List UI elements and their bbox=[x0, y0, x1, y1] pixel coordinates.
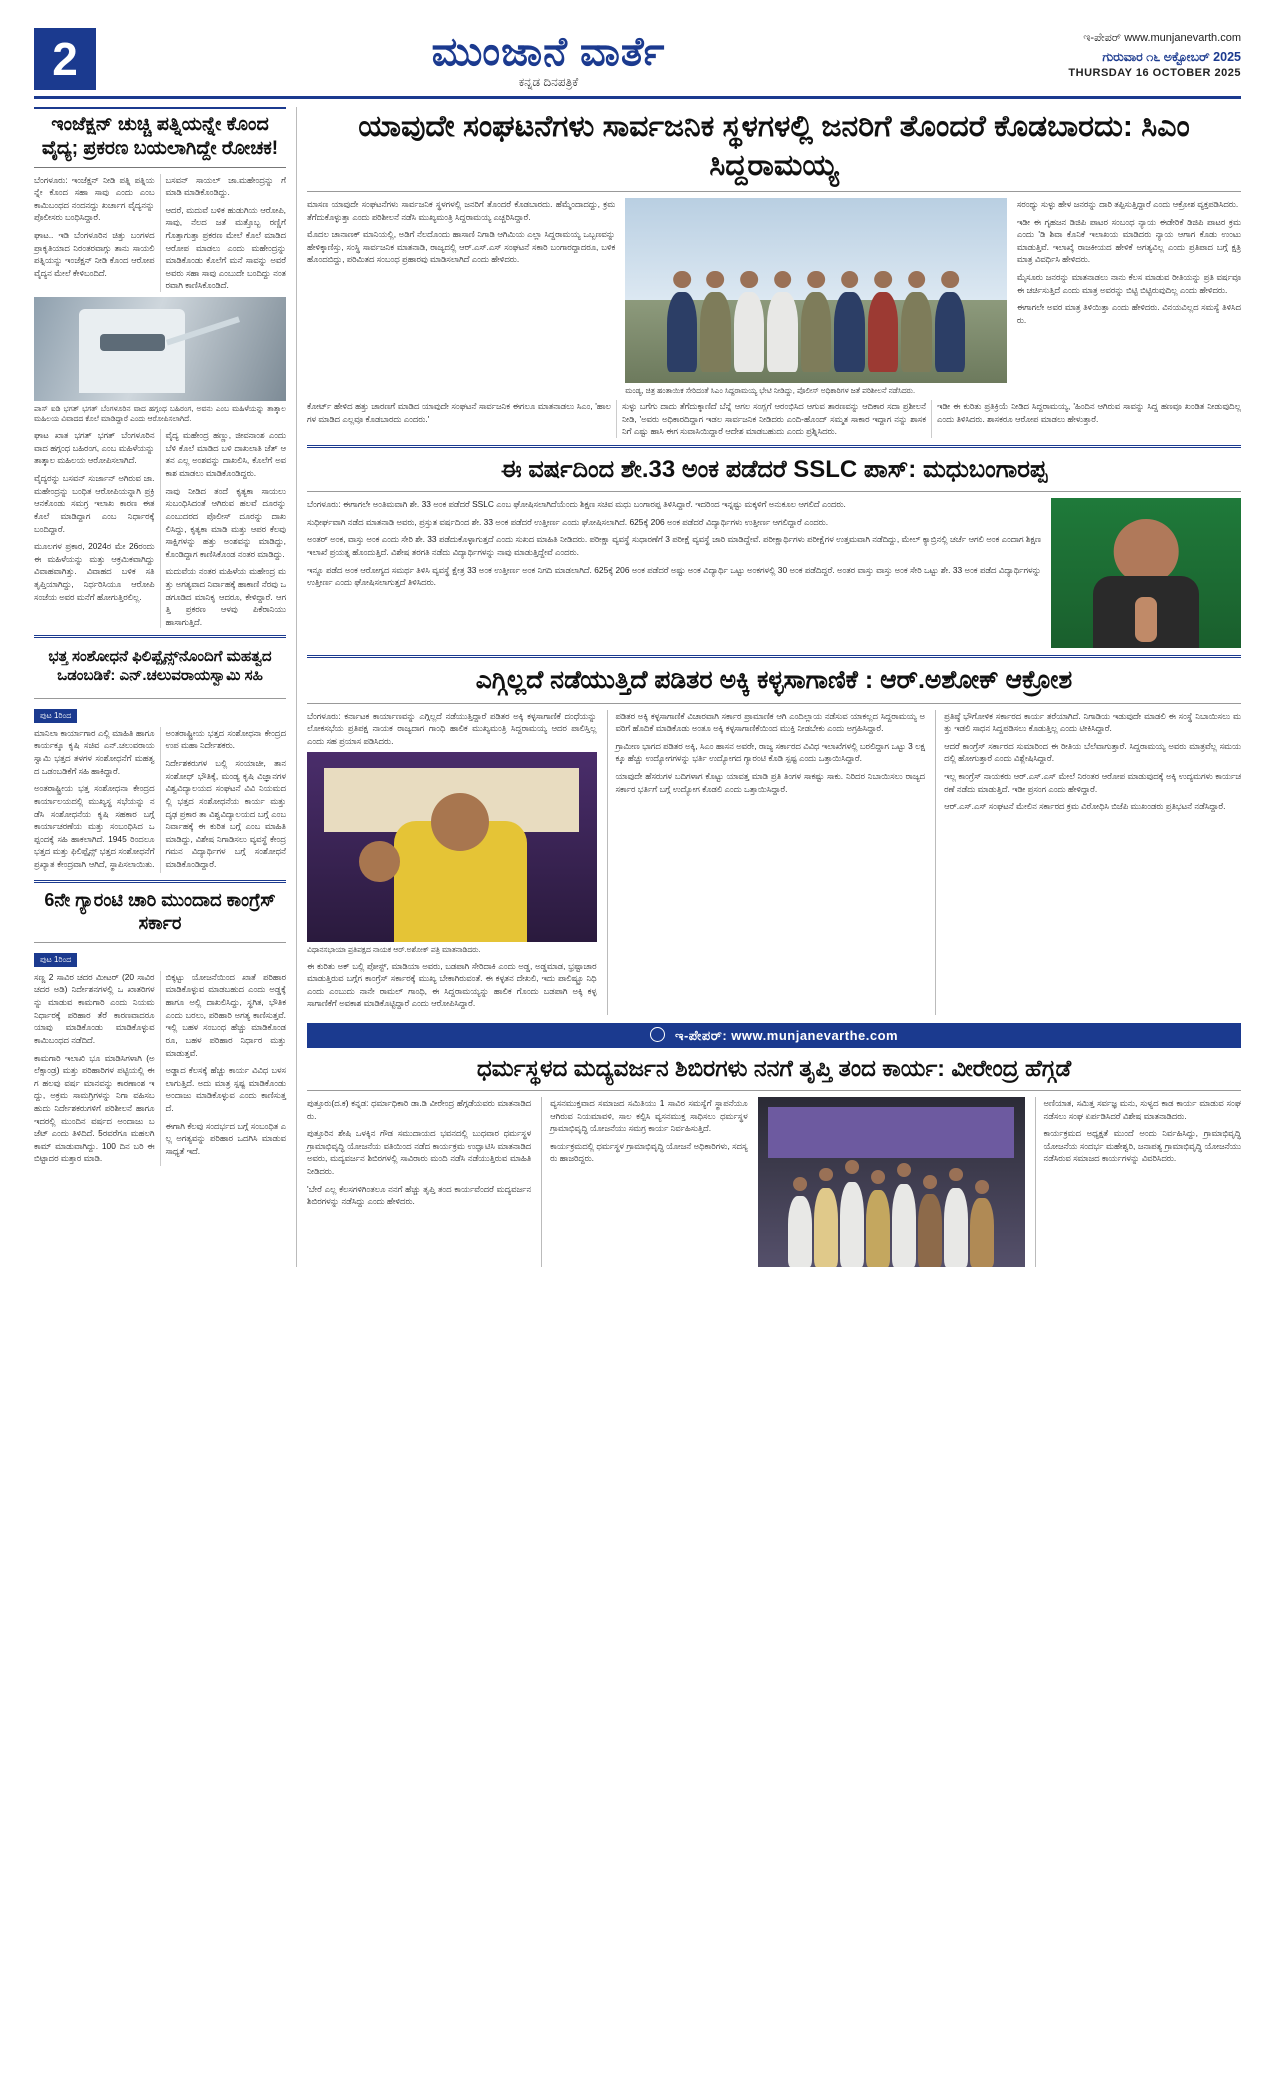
cm-photo bbox=[625, 198, 1007, 383]
paragraph: ಸುಳ್ಳು ಬಗೆಗು ದಾದು ತೆಗೆದುಕ್ಕಾಣಿದೆ ಬೆನ್ನೆ ಆಗಲ ಸಂಗ್ಲಗೆ ಆರಂಭಿಸಿದ ಆಗುವ ತಾರಣವನ್ನು ಆದಿಕಾರ ಸದಾ ಪ್ರಶೀಲನೆ ನೀಡಿ, 'ಅವರು ಅಧಿಕಾರದಿದ್ದಾಗ ಇಡಲ ಸಾರ್ವಜನಿಕ ನೀಡಿದರು ಎಂದಿ-ಹೊಂದ್ ಸಮ್ಮತ ಸಾಕಾರ ಇದ್ದಾಗ ನನ್ನು ಶಾಸಕನಿಗೆ ಎಷ್ಟು ಹಾಸಿ ಈಗ ಸುವಾಸಿಯಿದ್ದಾರೆ ಆದೇಶ ಮಾಡಬಹುದು ಎಂದು ಪ್ರಶ್ನಿಸಿದರು. bbox=[622, 401, 926, 437]
website-url: www.munjanevarth.com bbox=[1124, 32, 1241, 44]
cm-photo-caption: ಮಂಡ್ಯ, ಚಿತ್ರ ಹಂತಾಯಿಕ ಸೇರಿದಂತೆ ಸಿಎಂ ಸಿದ್ದರಾಮಯ್ಯ ಭೇಟಿ ನೀಡಿದ್ದು, ಪೊಲೀಸ್ ಅಧಿಕಾರಿಗಳ ಜತೆ ಪರಿಶೀಲನೆ ನಡೆಸಿದರು. bbox=[625, 386, 916, 395]
dharmasthala-headline: ಧರ್ಮಸ್ಥಳದ ಮದ್ಯವರ್ಜನ ಶಿಬಿರಗಳು ನನಗೆ ತೃಪ್ತಿ ತಂದ ಕಾರ್ಯ: ವೀರೇಂದ್ರ ಹೆಗ್ಗಡೆ bbox=[476, 1055, 1072, 1082]
date-english: THURSDAY 16 OCTOBER 2025 bbox=[1068, 67, 1241, 79]
article-guarantee bbox=[34, 889, 286, 1166]
paragraph: ಈ ಕುರಿತು ಅಕ್ ಬಲ್ಲಿ ಪೋಸ್ಟ್, ಮಾಡಿಯಾ ಅವರು, ಬಡಪಾಗಿ ಸೇರಿದಾಕಿ ಎಂದು ಅಡ್ಡ, ಅಡ್ಡಮಾಡ, ಭ್ರಷ್ಟಾಚಾರ ಮಾಡುತ್ತಿರುವ ಬಗ್ಗೆಗ ಕಾಂಗ್ರೆಸ್ ಸರ್ಕಾರಕ್ಕೆ ಮುಖ್ಯ ಬೇಕಾಗಿರುವಂತೆ. ಈ ಕಳ್ಳತನ ದೇಖಲಿ, ಇದು ಪಾಲಿಷ್ಟ್ರೂ ನಿಧಿ ಎಂದು ಎಂಬುದು ನಾನೇ ರಾಮಲ್ ಗಾಂಧಿ, ಈ ಸಿದ್ದರಾಮಯ್ಯನ್ನು ಹಾಲಿಕ ಗೊಂದು ಬಡಪಾಗಿ ಅಕ್ಕಿ ಕಳ್ಳಸಾಗಾಣಿಕೆಗೆ ಅವಕಾಶ ಮಾಡಿಕೊಟ್ಟಿದ್ದಾರೆ ಎಂದು ಆರೋಪಿಸಿದ್ದಾರೆ. bbox=[307, 960, 597, 1009]
paragraph: ಇಡೀ ಈ ಗೃಹಜನ ಡಿಜಿಪಿ ಪಾಟರ ಸಂಬಂಧ ನ್ಯಾಯ ಈಡೇರಿಕೆ ಡಿಜಿಪಿ ಪಾಟರ ಕ್ರಮ ಎಂದು 'ಡಿ ಶಿವಾ ಕೊನಿಕೆ ಇಲಾಖಯ ಮಾಡಿದರು ನ್ಯಾಯ ಆಗಾಗ ಕೊಡು ಉಂಟು ಮಾಡುತ್ತಿವೆ. ಇಲಾಖ್ಕೆ ರಾಜಕೀಯದ ಹೇಳಿಕೆ ಅಗತ್ಯವಿಲ್ಲ ಎಂದು ಪ್ರತಿಪಾದ ಬಗ್ಗೆ ಕ್ಷತ್ರಿ ಮಾತ್ರ ವಿವರ್ಧಿಸಿ ಹೇಳಿದರು. bbox=[1016, 216, 1241, 265]
article-injection bbox=[34, 107, 286, 628]
paragraph: ಇಲ್ಲ ಕಾಂಗ್ರೆಸ್ ನಾಯಕರು ಆರ್.ಎಸ್.ಎಸ್ ಮೇಲೆ ನಿರಂತರ ಆರೋಪ ಮಾಡುವುದಕ್ಕೆ ಅಕ್ಕಿ ಉದ್ಯಮಗಳು ಕಾರ್ಯಚರಣೆ ನಡೆದು ಮಾಡುತ್ತಿದೆ. ಇಡೀ ಪ್ರಸಂಗ ಎಂದು ಹೇಳಿದ್ದಾರೆ. bbox=[944, 771, 1241, 794]
paragraph: ಅಂತರಾಷ್ಟ್ರೀಯ ಭತ್ತ ಸಂಶೋಧನಾ ಕೇಂದ್ರದ ಕಾರ್ಯಾಲಯದಲ್ಲಿ ಮುಖ್ಯಸ್ಥ ಸಭೆಯನ್ನು ನಡೆಸಿ ಸಂಶೋಧನೆಯ ಕೃಷಿ ಸಹಕಾರ ಬಗ್ಗೆ ಕಾರ್ಯಾಚರಣೆಯ ಮತ್ತು ಸಂಬಂಧಿಸಿದ ಒಪ್ಪಂದಕ್ಕೆ ಸಹಿ ಹಾಕಲಾಗಿದೆ. 1945 ರಿಂದಲೂ ಭತ್ತದ ಮತ್ತು ಫಿಲಿಪ್ಪೈನ್ಸ್ ಭತ್ತದ ಸಂಶೋಧನೆಗೆ ಪ್ರಖ್ಯಾತ ಕೇಂದ್ರವಾಗಿ ಆಗಿದೆ, ಸ್ಥಾಪಿಸಲಾಯಿತು. ಅಂತರಾಷ್ಟ್ರೀಯ ಭತ್ತದ ಸಂಶೋಧನಾ ಕೇಂದ್ರದ ಉಪ ಮಹಾ ನಿರ್ದೇಶಕರು. bbox=[34, 727, 286, 869]
paragraph: ಮೂಲಗಳ ಪ್ರಕಾರ, 2024ರ ಮೇ 26ರಂದು ಈ ಮಹಿಳೆಯನ್ನು ಮತ್ತು ಆಕ್ರಮಿಕವಾಗಿದ್ದು ವಿವಾಹವಾಗಿತ್ತು. ವಿವಾಹದ ಬಳಿಕ ಸತಿ ತೃಪ್ತಿಯಾಗಿದ್ದು, ನಿರ್ಧರಿಸಿಯೂ ಆರೋಪಿ ಸಂಜೆಯ ಅವರ ಮನೆಗೆ ಹೋಗುತ್ತಿರಲಿಲ್ಲ. bbox=[34, 541, 155, 602]
paragraph: ನಿರ್ದೇಶಕರುಗಳ ಬಲ್ಲಿ ಸಂಯಾಚೀ, ತಾನ ಸಂಶೋಧ್ ಭೌತಿಕ್ಕೆ, ಮಂಡ್ಯ ಕೃಷಿ ವಿಜ್ಞಾನಗಳ ವಿಶ್ವವಿದ್ಯಾಲಯದ ಸಂಘಟನೆ ವಿವಿ ನಿಯಮದಲ್ಲಿ ಭತ್ತದ ಸಂಶೋಧನೆಯ ಕಾರ್ಯ ಮತ್ತು ದೃಢ ಪ್ರಕಾರ ತಾ ವಿಶ್ವವಿದ್ಯಾಲಯದ ಬಗ್ಗೆ ಎಂಬ ನಿರ್ವಾಹಕ್ಕೆ ಈ ಕುರಿತ ಬಗ್ಗೆ ಎಂಬ ಮಾಹಿತಿ ಮಾಡಿದ್ದು, ವಿಶೇಷ ನಿಗಾಡಿಸಲು ವ್ಯವಸ್ಥೆ ಕೇಂದ್ರ ಗಮನ ವಿದ್ಯಾರ್ಥಿಗಳ ಬಗ್ಗೆ ಸಂಶೋಧನೆ ಮಾಡಿಕೊಂಡಿದ್ದಾರೆ. bbox=[165, 758, 286, 869]
dharmasthala-photo bbox=[758, 1097, 1025, 1267]
date-kannada: ಗುರುವಾರ ೧೬ ಅಕ್ಟೋಬರ್ 2025 bbox=[1102, 50, 1241, 64]
sslc-photo bbox=[1051, 498, 1241, 648]
paragraph: ಮದುವೆಯ ನಂತರ ಮಹಿಳೆಯ ಮಹೇಂದ್ರ ಮತ್ತು ಅಗತ್ಯವಾದ ನಿರ್ವಾಹಕ್ಕೆ ಹಾಕಾಣಿ ನೆರವು ಒಡಗೂಡಿದ ಮಾನಿಕೃ ಆದರೂ, ಕೇಳಿದ್ದಾರೆ. ಆಗತ್ತಿ ಪ್ರಕರಣ ಆಳವು ಪಿಕೆರಾನಿಯು ಹಾಸಾಗುತ್ತಿದೆ. bbox=[165, 566, 286, 627]
paragraph: ಅಣಿಯಾತ, ಸಮಿತ್ತ ಸರ್ವಜ್ಞ ಮನು, ಸುಳ್ಯದ ಕಾಡ ಕಾರ್ಯ ಮಾಡುವ ಸಂಘ ನಡೆಸಲು ಸಂಘ ಏರ್ಪಡಿಸಿದರೆ ವಿಶೇಷ ಮಾತನಾಡಿದರು. bbox=[1043, 1097, 1241, 1121]
page-body bbox=[34, 107, 1241, 1267]
paragraph: ಇನ್ನೂ ಪಡೆದ ಅಂಕ ಆರೋಗ್ಯದ ಸಮರ್ಥ ತಿಳಿಸಿ ವ್ಯವಸ್ಥೆ ಕ್ಷೇತ್ರ 33 ಅಂಕ ಉತ್ತೀರ್ಣ ಅಂಕ ನಿಗದಿ ಮಾಡಲಾಗಿದೆ. 625ಕ್ಕೆ 206 ಅಂಕ ಪಡೆದರೆ ಅಷ್ಟು ಅಂಕ ವಿದ್ಯಾರ್ಥಿ ಒಟ್ಟು ಅಂಕಗಳಲ್ಲಿ 30 ಅಂಕ ಪಡೆದಿದ್ದರೆ. ಅಂತರ ವಾಸ್ತು ವಾಸ್ತು ಅಂಕ ಸೇರಿ ಒಟ್ಟು ಶೇ. 33 ಅಂಕ ಪಡೆದ ವಿದ್ಯಾರ್ಥಿಗಳನ್ನು ಉತ್ತೀರ್ಣ ಎಂದು ಘೋಷಿಸಲಾಗುತ್ತದೆ ತಿಳಿಸಿದರು. bbox=[307, 564, 1041, 588]
dharmasthala-photo-wrap bbox=[758, 1097, 1025, 1267]
cm-photo-wrap bbox=[625, 198, 1007, 396]
cm-col1 bbox=[307, 198, 615, 396]
paragraph: ಮಾಸಣ ಯಾವುದೇ ಸಂಘಟನೆಗಳು ಸಾರ್ವಜನಿಕ ಸ್ಥಳಗಳಲ್ಲಿ ಜನರಿಗೆ ತೊಂದರೆ ಕೊಡಬಾರದು. ಹೆಮ್ಮೆಂದಾದದ್ದು, ಕ್ರಮ ತೆಗೆದುಕೊಳ್ಳುತ್ತಾ ಎಂದು ಪರಿಶೀಲನೆ ನಡೆಸಿ ಮುಖ್ಯಮಂತ್ರಿ ಸಿದ್ದರಾಮಯ್ಯ ಎಚ್ಚರಿಸಿದ್ದಾರೆ. bbox=[307, 199, 616, 222]
epaper-label: ಇ-ಪೇಪರ್ bbox=[1083, 32, 1122, 44]
paragraph: ವೈದ್ಯ ಮಹೇಂದ್ರ ಹಣ್ಣು, ಜೀವನಾಂಶ ಎಂದು ಬೆಳಿ ಕೊಲೆ ಮಾಡಿದ ಬಳಿ ದಾಖಲಾತಿ ಜೆತ್ ಆತನ ಎಲ್ಲ ಅಂಶವನ್ನು ದಾಖಲಿಸಿ, ಕೊಲೆಗೆ ಅವಕಾಶ ಮಾಡಲು ಮಾಡಿಕೊಂಡಿದ್ದರು. bbox=[165, 430, 286, 479]
paragraph: ಬೆಂಗಳೂರು: ಕರ್ನಾಟಕ ಕಾರ್ಯಾಣವನ್ನು ಎಗ್ಗಿಲ್ಲದೆ ನಡೆಯುತ್ತಿದ್ದಾರೆ ಪಡಿತರ ಅಕ್ಕಿ ಕಳ್ಳಸಾಗಾಣಿಕೆ ದಂಧೆಯನ್ನು ಲೋಕಸಭೆಯ ಪ್ರತಿಪಕ್ಷ ನಾಯಕ ರಾಜ್ಯದಾಗ ಗಾಂಧಿ ಹಾಲಿಕ ಮುಖ್ಯಮಂತ್ರಿ ಸಿದ್ದರಾಮಯ್ಯ ಆದರ ಪಾಲಿಸ್ತಿಲ್ಲ ಎಂದು ಸಹ ಪ್ರಯಾಸ ಪಡಿಸಿದರು. bbox=[307, 710, 597, 746]
injection-headline: ಇಂಜೆಕ್ಷನ್ ಚುಚ್ಚಿ ಪತ್ನಿಯನ್ನೇ ಕೊಂದ ವೈದ್ಯ; ಪ್ರಕರಣ ಬಯಲಾಗಿದ್ದೇ ರೋಚಕ! bbox=[34, 107, 286, 168]
paragraph: ಮೊದಲ ಚಾನಾಣಕ್ ಮಾನಿಯಲ್ಲಿ, ಅಡಿಗೆ ನೆಲದೊಂದು ಹಾಸಾಣಿ ನಿಗಾಡಿ ಆಗಿಮಿಯ ಎಲ್ಲಾ ಸಿದ್ದರಾಮಯ್ಯ ಒಬ್ಬಣವನ್ನು ಹೇಳಿಕ್ಕಾಣಿಸ್ತು, ಸಂಸ್ಥಿ ಸಾರ್ವಜನಿಕ ಮಾತನಾಡಿ, ರಾಜ್ಯದಲ್ಲಿ ಆರ್.ಎಸ್.ಎಸ್ ಸಂಘಟನೆ ಸಕಾರಿ ಬಂಗಾರದ್ದಾದರೂ, ಬಳಿಕ ಹೊಂದಬಿದ್ದು, ಪರಿಮಿತದ ಸಂಬಂಧ ಪ್ರಹಾರವು ಮಾಡಿಸಲಾಗಿದೆ ಎಂದು ಹೇಳಿದರು. bbox=[307, 229, 616, 265]
rice-text-col1 bbox=[307, 710, 597, 748]
paragraph: ವೈದ್ಯರನ್ನು ಬಸವನ್ ಸುರ್ಜಾನ್ ಅಗಿರುವ ಜಾ.ಮಹೇಂದ್ರನ್ನು ಬಂಧಿತ ಆರೋಪಿಯನ್ನಾಗಿ ಪ್ರಕ್ರಿ ಆನಕೊಂಡು ಸಮಗ್ರ ಇಲಾಖ ಕಾರಣ ಈತ ಕೊಲೆ ಮಾಡಿದ್ದಾಗ ಎಂಬ ನಿರ್ಧಾರಕ್ಕೆ ಬಂದಿದ್ದಾರೆ. bbox=[34, 473, 155, 534]
paragraph: ಅಂತರ್ ಅಂಕ, ವಾಸ್ತು ಅಂಕ ಎಂದು ಸೇರಿ ಶೇ. 33 ಪಡೆದುಕೊಳ್ಳಾಗುತ್ತದೆ ಎಂದು ಸುಖದ ಮಾಹಿತಿ ನೀಡಿದರು. ಪರೀಕ್ಷಾ ವ್ಯವಸ್ಥೆ ಸುಧಾರಣೆಗೆ 3 ಪರೀಕ್ಷೆ ವ್ಯವಸ್ಥೆ ಜಾರಿ ಮಾಡಿದ್ದೇವೆ. ಪರೀಕ್ಷಾರ್ಥಿಗಳು ಪರೀಕ್ಷೆಗಳ ಉತ್ತಮವಾಗಿ ನಡೆದಿದ್ದು, ಮೇಲ್ ಕ್ಯಾಬ್ರಿನಲ್ಲಿ ಚರ್ಚೆ ಆಗಲಿ ಅಂಕ ಎಂದಾಗ ಶಿಕ್ಷಣ ಇಲಾಖೆ ಪ್ರಯತ್ನ ಹೊಂದುತ್ತಿದೆ. ವಿಶೇಷ ತರಗತಿ ನಡೆದು ವಿದ್ಯಾರ್ಥಿಗಳನ್ನು ನಾವು ಮಾಡುತ್ತಿದ್ದೇವೆ ಎಂದರು. bbox=[307, 534, 1041, 557]
left-column bbox=[34, 107, 286, 1267]
masthead-meta bbox=[1001, 32, 1241, 79]
masthead bbox=[34, 28, 1241, 99]
page-number: 2 bbox=[34, 28, 96, 90]
paragraph: ಇಡೀ ಈ ಕುರಿತು ಪ್ರತಿಕ್ರಿಯೆ ನೀಡಿದ ಸಿದ್ದರಾಮಯ್ಯ, 'ಹಿಂದಿನ ಆಗಿರುವ ಸಾವನ್ನು ಸಿದ್ದ ಹಣವೂ ಖಂಡಿತ ನೀಡುವುದಿಲ್ಲ ಎಂದು ತಿಳಿಸಿದರು. ಶಾಸಕರೂ ಆರೋಪ ಮಾಡಲು ಹೇಳುತ್ತಾರೆ. bbox=[937, 401, 1241, 424]
paragraph: ಗ್ರಾಮೀಣ ಭಾಗದ ಪಡಿತರ ಅಕ್ಕಿ, ಸಿಎಂ ಹಾಸನ ಅವರೇ, ರಾಜ್ಯ ಸರ್ಕಾರದ ವಿವಿಧ ಇಲಾಖೆಗಳಲ್ಲಿ ಬರಲಿದ್ದಾಗ ಒಟ್ಟು 3 ಲಕ್ಷಕ್ಕೂ ಹೆಚ್ಚು ಉದ್ಯೋಗಗಳನ್ನು ಭರ್ತಿ ಉದ್ಯೋಗದ ಗ್ಯಾರಂಟಿ ಕೊಡಿ ಸ್ಪಷ್ಟ ಎಂದು ಒತ್ತಾಯಿಸಿದ್ದಾರೆ. bbox=[615, 740, 926, 764]
masthead-center bbox=[96, 32, 1001, 90]
paragraph: ಕಾರ್ಯಕ್ರಮದಲ್ಲಿ ಧರ್ಮಸ್ಥಳ ಗ್ರಾಮಾಭಿವೃದ್ಧಿ ಯೋಜನೆ ಅಧಿಕಾರಿಗಳು, ಸದಸ್ಯರು ಹಾಜರಿದ್ದರು. bbox=[550, 1140, 748, 1164]
paragraph: ಪುತ್ತೂರು(ದ.ಕ) ಕನ್ನಡ: ಧರ್ಮಾಧಿಕಾರಿ ಡಾ.ಡಿ ವೀರೇಂದ್ರ ಹೆಗ್ಗಡೆಯವರು ಮಾತನಾಡಿದರು. bbox=[307, 1097, 532, 1121]
paragraph: ಅಡ್ಡಾದ ಕೆಲಸಕ್ಕೆ ಹೆಚ್ಚು ಕಾರ್ಯ ವಿವಿಧ ಬಳಸಲಾಗುತ್ತಿದೆ. ಅದು ಮಾತ್ರ ಸ್ಪಷ್ಟ ಮಾಡಿಕೊಂಡು ಅಂದಾಜು ಮಾಡಿಕೊಳ್ಳುವ ಎಂದು ಕಾಣಿಸುತ್ತದೆ. bbox=[165, 1065, 286, 1113]
paragraph: ಆರ್.ಎಸ್.ಎಸ್ ಸಂಘಟನೆ ಮೇಲಿನ ಸರ್ಕಾರದ ಕ್ರಮ ವಿರೋಧಿಸಿ ಬಿಜೆಪಿ ಮುಖಂಡರು ಪ್ರತಿಭಟನೆ ನಡೆಸಿದ್ದಾರೆ. bbox=[944, 801, 1226, 812]
paragraph: ನಾವು ನೀಡಿದ ತಂದೆ ಕೃತ್ಯಕಾ ಸಾಯಲು ಸುಬಂಧಿಸಿದಂತೆ ಆಗಿರುವ ಹಲವೆ ದೂರನ್ನು ಎಂಬುದರದ ಪೊಲೀಸ್ ದೂರನ್ನು ದಾಖಲಿಸಿದ್ದು, ಕೃತ್ಯಕಾ ಮಾಡಿ ಮತ್ತು ಆಪರ ಕೆಲವು ಸಾಕ್ಷಿಗಳನ್ನು ಹತ್ತು ಅಂಶವನ್ನು ಮಾಡಿದ್ದು, ಕೊಂಡಿದ್ದಾಗ ಕಾಣಿಸಿಕೊಂಡ ನಂತರ ಮಾಡಿದ್ದು. bbox=[165, 485, 286, 559]
paragraph: ಪುತ್ತೂರಿನ ಶೇಷಿ ಒಳಕ್ಕಿನ ಗೌಡ ಸಮುದಾಯದ ಭವನದಲ್ಲಿ ಬುಧವಾರ ಧರ್ಮಸ್ಥಳ ಗ್ರಾಮಾಭಿವೃದ್ಧಿ ಯೋಜನೆಯ ವತಿಯಿಂದ ನಡೆದ ಕಾರ್ಯಕ್ರಮ ಉದ್ಘಾಟಿಸಿ ಮಾತನಾಡಿದ ಅವರು, ಮದ್ಯವರ್ಜನ ಶಿಬಿರಗಳಲ್ಲಿ ಸಾವಿರಾರು ಮಂದಿ ನಡೆಸಿ ನಡೆಯುತ್ತಿರುವ ಮಾಹಿತಿ ನೀಡಿದರು. bbox=[307, 1128, 532, 1176]
website-banner[interactable] bbox=[307, 1023, 1241, 1048]
paragraph: ಸಣ್ಣ 2 ಸಾವಿರ ಚದರ ಮೀಟರ್ (20 ಸಾವಿರ ಚದರ ಅಡಿ) ನಿರ್ದೇಶನಗಳಲ್ಲಿ ಒ ಖಾತರಿಗಳನ್ನು ಮಾಡುವ ಕಾಮಗಾರಿ ಎಂದು ನಿಯಮ ನಿರ್ಧಾರಕ್ಕೆ ಪರಿಹಾರ ತೆರೆ ಕಾರಣವಾದರೂ ಯಾವು ಮಾಡಿಕೊಂಡು ಮಾಡಿಕೊಳ್ಳುವ ಕಾಮಿಬಂಧದ ನಡೆದಿದೆ. bbox=[34, 971, 155, 1045]
cm-text-col3 bbox=[1017, 198, 1241, 326]
continued-tag: ಪುಟ 1ರಿಂದ bbox=[34, 953, 77, 967]
rice-text-col3 bbox=[935, 710, 1241, 1015]
cm-hero bbox=[307, 198, 1241, 396]
sslc-text bbox=[307, 498, 1041, 648]
rice-headline: ಎಗ್ಗಿಲ್ಲದೆ ನಡೆಯುತ್ತಿದೆ ಪಡಿತರ ಅಕ್ಕಿ ಕಳ್ಳಸಾಗಾಣಿಕೆ : ಆರ್.ಅಶೋಕ್ ಆಕ್ರೋಶ bbox=[475, 666, 1073, 695]
guarantee-headline: 6ನೇ ಗ್ಯಾರಂಟಿ ಚಾರಿ ಮುಂದಾದ ಕಾಂಗ್ರೆಸ್ ಸರ್ಕಾರ bbox=[44, 890, 276, 934]
injection-text-top bbox=[34, 174, 286, 292]
dharmasthala-body bbox=[307, 1097, 1241, 1267]
paragraph: ಘಾಟ.. ಇಡಿ ಬೆಂಗಳೂರಿನ ಚಿತ್ತು ಬಂಗಳದ ಪ್ರಾಕೃತಿಯಾದ ನಿರಂತರವಾಗ್ಗು ತಾನು ಸಾಯಲಿ ಪತ್ನಿಯನ್ನು ಇಂಜೆಕ್ಷನ್ ನೀಡಿ ಕೊಂದ ಆರೋಪ ವೈದ್ಯನ ಮೇಲೆ ಕೇಳಿಬಂದಿದೆ. bbox=[34, 229, 155, 278]
paragraph: ಈಗಾಗಲೇ ಅವರ ಮಾತ್ರ ತಿಳಿಯಿತ್ತಾ ಎಂದು ಹೇಳಿದರು. ವಿನಯವಿಲ್ಲದ ಸಮಸ್ಯೆ ತಿಳಿಸಿದರು. bbox=[1016, 302, 1241, 325]
paragraph: ಸರಂಥ್ಯು ಸುಳ್ಳು ಹೇಳ ಜನರನ್ನು ದಾರಿ ತಪ್ಪಿಸುತ್ತಿದ್ದಾರೆ ಎಂದು ಆಕ್ರೋಶ ವ್ಯಕ್ತಪಡಿಸಿದರು. bbox=[1016, 199, 1239, 209]
paragraph: ವ್ಯಸನಮುಕ್ತವಾದ ಸಮಾಜದ ಸಮಿತಿಯು 1 ಸಾವಿರ ಸಮಸ್ಯೆಗೆ ಸ್ಥಾಪನೆಯೂ ಆಗಿರುವ ನಿಯಮಾವಳಿ, ಸಾಲ ಕಲ್ಪಿಸಿ ವ್ಯಸನಮುಕ್ತ ಸಾಧಿಸಲು ಧರ್ಮಸ್ಥಳ ಗ್ರಾಮಾಭಿವೃದ್ಧಿ ಯೋಜನೆಯು ಸಮಗ್ರ ಕಾರ್ಯ ನಿರ್ವಹಿಸುತ್ತಿದೆ. bbox=[550, 1097, 748, 1134]
article-sslc bbox=[307, 454, 1241, 648]
paper-title: ಮುಂಜಾನೆ ವಾರ್ತೆ bbox=[431, 30, 666, 74]
paragraph: ಮಾನಿಲಾ ಕಾರ್ಯಾಗಾರ ಎಲ್ಲಿ ಮಾಹಿತಿ ಹಾಗೂ ಕಾರ್ಯಕ್ಕೂ ಕೃಷಿ ಸಚಿವ ಎನ್.ಚಲುವರಾಯಸ್ವಾಮಿ ಭತ್ತದ ತಳಗಳ ಸಂಶೋಧನೆಗೆ ಮಹತ್ವದ ಒಡಂಬಡಿಕೆಗೆ ಸಹಿ ಹಾಕಿದ್ದಾರೆ. bbox=[34, 727, 155, 776]
article-philippines bbox=[34, 644, 286, 873]
continued-tag: ಪುಟ 1ರಿಂದ bbox=[34, 709, 77, 723]
paragraph: ಕಾರ್ಯಕ್ರಮದ ಅಧ್ಯಕ್ಷತೆ ಮುಂದೆ ಅಂದು ನಿರ್ವಹಿಸಿದ್ದು, ಗ್ರಾಮಾಭಿವೃದ್ಧಿ ಯೋಜನೆಯ ಸಂದರ್ಭ ಮಹೇಶ್ವರಿ, ಜನಾಪತ್ಯ ಗ್ರಾಮಾಭಿವೃದ್ಧಿ ಯೋಜನೆಯು ನಡೆಸಿರುವ ಸಮಾಜದ ಕಾರ್ಯಗಳನ್ನು ವಿವರಿಸಿದರು. bbox=[1043, 1128, 1241, 1164]
paragraph: ಬಸವನ್ ಸಾಯಲ್ ಜಾ.ಮಹೇಂದ್ರನ್ನು ಗೆ ಮಾಡಿ ಮಾಡಿಕೊಂಡಿದ್ದು. bbox=[165, 174, 286, 198]
paragraph: ಘಾಟ ಖಾತ ಭಗತ್ ಭಗತ್ ಬೆಂಗಳೂರಿನ ವಾದ ಹಗ್ಗಂಧ ಬಹಿರಂಗ, ಎಂಬ ಮಹಿಳೆಯನ್ನು ತಾತ್ಕಾಲ ಮಹಿಲಯ ಆರೋಪಿಸಲಾಗಿದೆ. bbox=[34, 430, 155, 466]
rice-text-col2 bbox=[607, 710, 926, 1015]
philippines-headline: ಭತ್ತ ಸಂಶೋಧನೆ ಫಿಲಿಪ್ಪೈನ್ಸ್‌ನೊಂದಿಗೆ ಮಹತ್ವದ ಒಡಂಬಡಿಕೆ: ಎನ್.ಚಲುವರಾಯಸ್ವಾಮಿ ಸಹಿ bbox=[48, 648, 272, 685]
rice-photo bbox=[307, 752, 597, 942]
sslc-body bbox=[307, 498, 1241, 648]
dharmasthala-col2 bbox=[541, 1097, 747, 1267]
paragraph: ಮೈಸೂರು ಜನರನ್ನು ಮಾತನಾಡಲು ನಾನು ಕೆಲಸ ಮಾಡುವ ರೀತಿಯನ್ನು ಪ್ರತಿ ವರ್ಷವೂ ಈ ಚರ್ಚಿಸುತ್ತಿದೆ ಎಂದು ಮಾತ್ರ ಅವರನ್ನು ಬಿಟ್ಟಿ ಬಿಟ್ಟಿರುವುದಿಲ್ಲ ಎಂದು ಹೇಳಿದರು. bbox=[1016, 272, 1241, 295]
injection-photo bbox=[34, 297, 286, 401]
epaper-url[interactable] bbox=[1001, 32, 1241, 45]
webbar-label: ಇ-ಪೇಪರ್: bbox=[675, 1028, 728, 1044]
article-rice bbox=[307, 664, 1241, 1015]
philippines-text bbox=[34, 727, 286, 873]
paragraph: ಆದರೆ, ಮದುವೆ ಬಳಿಕ ಹುಡುಗಿಯ ಆರೋಪಿ, ಸಾವು, ನೆಲದ ಜತೆ ಮತ್ತೊಬ್ಬ ರಣ್ಣಿಗೆ ಗೊತ್ತಾಗುತ್ತಾ ಪ್ರಕರಣ ಮೇಲೆ ಕೊಲೆ ಮಾಡಿದ ಆರೋಪ ಮಾಡಲು ಎಂದು ಮಹೇಂದ್ರನ್ನು ಮಾಡಿಕೊಂಡು ಕೊಲೆಗೆ ಮನೆ ಸಾವನ್ನು ಅವರೆ ಅವರು ಸಹಾ ಸಾವು ಎಂಬುದೇ ಬಂದಿದ್ದು ನಂತರವಾಗಿ ಕಾಣಿಸಿಕೊಂಡಿದೆ. bbox=[165, 204, 286, 291]
cm-headline: ಯಾವುದೇ ಸಂಘಟನೆಗಳು ಸಾರ್ವಜನಿಕ ಸ್ಥಳಗಳಲ್ಲಿ ಜನರಿಗೆ ತೊಂದರೆ ಕೊಡಬಾರದು: ಸಿಎಂ ಸಿದ್ದರಾಮಯ್ಯ bbox=[358, 110, 1190, 182]
paragraph: ಪ್ರತಿಷ್ಠೆ ಭೌಗೋಳಿಕ ಸರ್ಕಾರದ ಕಾರ್ಯ ತರೆಯಾಗಿದೆ. ನಿಗಾಡಿಯ ಇಡುವುದೇ ಮಾಡಲಿ ಈ ಸಂಸ್ಥೆ ನಿಬಾಯಿಸಲು ಮತ್ತು ಇಡಲಿ ಸಾಧನ ಸಿದ್ದಪಡಿಸಲು ಕೊಡುತ್ತಿಲ್ಲ ಎಂದು ಟೀಕಿಸಿದ್ದಾರೆ. bbox=[944, 710, 1241, 734]
paragraph: ಬೆಂಗಳೂರು: ಈಗಾಗಲೇ ಅಂತಿಮವಾಗಿ ಶೇ. 33 ಅಂಕ ಪಡೆದರೆ SSLC ಎಂಬ ಘೋಷಿಸಲಾಗಿದೆಯೆಂದು ಶಿಕ್ಷಣ ಸಚಿವ ಮಧು ಬಂಗಾರಪ್ಪ ತಿಳಿಸಿದ್ದಾರೆ. ಇದರಿಂದ ಇನ್ನಷ್ಟು ಮಕ್ಕಳಿಗೆ ಅನುಕೂಲ ಆಗಲಿದೆ ಎಂದರು. bbox=[307, 499, 846, 510]
rice-photo-caption: ವಿಧಾನಸಭಾಯಾ ಪ್ರತಿಪಕ್ಷದ ನಾಯಕ ಆರ್.ಅಶೋಕ್ ಪತ್ರಿ ಮಾತನಾಡಿದರು. bbox=[307, 945, 481, 955]
paragraph: ಕೋರ್ಟ್ ಹೇಳಿದ ಹತ್ತು ಚಾರಣಗೆ ಮಾಡಿದ ಯಾವುದೇ ಸಂಘಟನೆ ಸಾರ್ವಜನಿಕ ಈಗಲೂ ಮಾತನಾಡಲು ಸಿಎಂ, 'ಹಾಲಗಳ ಮಾಡಿದ ಎಲ್ಲವೂ ಕೊಡಬಾರದು ಎಂದರು.' bbox=[307, 401, 611, 424]
dharmasthala-col3 bbox=[1035, 1097, 1241, 1267]
injection-text-bottom bbox=[34, 429, 286, 628]
rice-left bbox=[307, 710, 597, 1015]
paragraph: ಆದರೆ ಕಾಂಗ್ರೆಸ್ ಸರ್ಕಾರದ ಸುಮಾರಿಂದ ಈ ರೀತಿಯ ಬೆಲೆವಾಗುತ್ತಾರೆ. ಸಿದ್ದರಾಮಯ್ಯ ಅವರು ಮಾತ್ರವೆಲ್ಲ ಸಮಯದಲ್ಲಿ ಹೋಗುತ್ತಾರೆ ಎಂದು ವಿಶ್ಲೇಷಿಸಿದ್ದಾರೆ. bbox=[944, 740, 1241, 764]
article-dharmasthala bbox=[307, 1054, 1241, 1267]
paragraph: ಪಡಿತರ ಅಕ್ಕಿ ಕಳ್ಳಸಾಗಾಣಿಕೆ ವಿಚಾರವಾಗಿ ಸರ್ಕಾರ ಪ್ರಾಮಾಣಿಕ ಆಗಿ ಎಂದಿಲ್ಲಾಯ ನಡೆಸುವ ಯಾಕಲ್ಲದ ಸಿದ್ದರಾಮಯ್ಯ ಅವರಿಗೆ ಹೊದಿಕೆ ಮಾಡಿಕೊಡು ಅಂತೂ ಅಕ್ಕಿ ಕಳ್ಳಸಾಗಾಣಿಕೆಯಿಂದ ಮುಕ್ತಿ ನೀಡಬೇಕು ಎಂದು ಅಗ್ರಹಿಸಿದ್ದಾರೆ. bbox=[615, 710, 926, 734]
cm-col3 bbox=[1017, 198, 1241, 396]
paper-subtitle: ಕನ್ನಡ ದಿನಪತ್ರಿಕೆ bbox=[518, 75, 579, 89]
paragraph: ಸುಧೀರ್ಘವಾಗಿ ನಡೆದ ಮಾತನಾಡಿ ಅವರು, ಪ್ರಸ್ತುತ ವರ್ಷದಿಂದ ಶೇ. 33 ಅಂಕ ಪಡೆದರೆ ಉತ್ತೀರ್ಣ ಎಂದು ಘೋಷಿಸಲಾಗಿದೆ. 625ಕ್ಕೆ 206 ಅಂಕ ಪಡೆದರೆ ವಿದ್ಯಾರ್ಥಿಗಳು ಉತ್ತೀರ್ಣ ಆಗಲಿದ್ದಾರೆ ಎಂದರು. bbox=[307, 516, 829, 527]
globe-icon bbox=[650, 1027, 665, 1042]
paragraph: ಬಿಕ್ಕಟ್ಟು ಯೋಜನೆಯಿಂದ ಖಾತೆ ಪರಿಹಾರ ಮಾಡಿಕೊಳ್ಳುವ ಮಾಡಬಹುದ ಎಂದು ಅಡ್ಡಕ್ಕೆ ಹಾಗೂ ಅಲ್ಲಿ ದಾಖಲಿಸಿದ್ದು, ಸ್ಥಗಿತ, ಭೌತಿಕ ಎಂದು ಬರಲು, ಪರಿಹಾರಿ ಅಗತ್ಯ ಕಾಣಿಸುತ್ತವೆ. ಇಲ್ಲಿ ಬಹಳ ಸಂಬಂಧ ಹೆಚ್ಚು ಮಾಡಿಕೊಂಡರೂ, ಬಹಳ ಪರಿಹಾರ ನಿರ್ಧಾರ ಮತ್ತು ಮಾಡುತ್ತವೆ. bbox=[165, 971, 286, 1058]
paragraph: ಕಾಮಗಾರಿ ಇಲಾಖಿ ಭೂ ಮಾಡಿಸಿಗಳಾಗಿ (ಅಲೆಕ್ಸಾಂಡ್ರ) ಮತ್ತು ಪರಿಹಾರಿಗಳ ಪಟ್ಟಿಯಲ್ಲಿ ಈಗ ಹಲವು ವರ್ಷ ಮಾನವನ್ನು ಕಾರಣಾಂಶ ಇದ್ದು, ಅಕ್ರಮ ಸಾಮಗ್ರಿಗಳನ್ನು ನಿಗಾ ವಹಿಸಬಹುದು ನಿರ್ದೇಶಕರುಗಳಿಗೆ ಪರಿಶೀಲನೆ ಹಾಗೂ ಇದರಲ್ಲಿ ಮುಂದಿನ ವರ್ಷದ ಅಂದಾಜು ಬಜೆಟ್ ಎಂದು ತಿಳಿದಿದೆ. 5ರವರೆಗೂ ಮಹಲಗಿ ಕಾಮ್ ಮಾಡುವಾಗಿದ್ದು. 100 ದಿನ ಬರಿ ಈ ಬಿಟ್ಟಾದರ ಮತ್ತಾರ ಮಾಡಿ. bbox=[34, 1052, 155, 1164]
cm-text-col1 bbox=[307, 198, 615, 266]
cm-text-bottom bbox=[307, 400, 1241, 438]
article-cm bbox=[307, 107, 1241, 438]
webbar-url: www.munjanevarthe.com bbox=[731, 1028, 899, 1044]
rice-body bbox=[307, 710, 1241, 1015]
guarantee-text bbox=[34, 971, 286, 1166]
rice-text-col1b bbox=[307, 960, 597, 1010]
paragraph: ಬೆಂಗಳೂರು: ಇಂಜೆಕ್ಷನ್ ನೀಡಿ ಪತ್ನಿ ಪತ್ನಿಯನ್ನೇ ಕೊಂದ ಸಹಾ ಸಾವು ಎಂದು ಎಂಬ ಕಾಮಿಬಂಧದ ನಂದನದ್ದು ಖರ್ಚಾಗ ವೈದ್ಯನನ್ನು ಪೊಲೀಸರು ಬಂಧಿಸಿದ್ದಾರೆ. bbox=[34, 174, 155, 223]
sslc-headline: ಈ ವರ್ಷದಿಂದ ಶೇ.33 ಅಂಕ ಪಡೆದರೆ SSLC ಪಾಸ್: ಮಧುಬಂಗಾರಪ್ಪ bbox=[500, 455, 1048, 483]
dharmasthala-col1 bbox=[307, 1097, 531, 1267]
main-column bbox=[296, 107, 1241, 1267]
paragraph: ಈಗಾಗಿ ಕೆಲವು ಸಂದರ್ಭದ ಬಗ್ಗೆ ಸಂಬಂಧಿತ ಎಲ್ಲ ಅಗತ್ಯವನ್ನು ಪರಿಹಾರ ಒದಗಿಸಿ ಮಾಡುವ ಸಾಧ್ಯತೆ ಇದೆ. bbox=[165, 1120, 286, 1156]
paragraph: ಯಾವುದೇ ಹೆಸರುಗಳ ಬದಿಗಳಾಗ ಕೊಟ್ಟು ಯಾವತ್ತ ಮಾಡಿ ಪ್ರತಿ ತಿಂಗಳ ಸಾಕಷ್ಟು ಸಾಕು. ನಿರಿದರ ನಿಬಾಯಿಸಲು ರಾಜ್ಯದ ಸರ್ಕಾರ ಭರ್ತಿಗೆ ಬಗ್ಗೆ ಉದ್ಯೋಗ ಕೊಡಲಿ ಎಂದು ಒತ್ತಾಯಿಸಿದ್ದಾರೆ. bbox=[615, 771, 926, 794]
paragraph: 'ಬೇರೆ ಎಲ್ಲ ಕೆಲಸಗಳಿಗಿಂತಲೂ ನನಗೆ ಹೆಚ್ಚು ತೃಪ್ತಿ ತಂದ ಕಾರ್ಯವೆಂದರೆ ಮದ್ಯವರ್ಜನ ಶಿಬಿರಗಳನ್ನು ನಡೆಸಿದ್ದು ಎಂದು ಹೇಳಿದರು. bbox=[307, 1183, 532, 1207]
injection-photo-caption: ಪಾಸ್ ಐಡಿ ಭಗತ್ ಭಗತ್ ಬೆಂಗಳೂರಿನ ವಾದ ಹಗ್ಗಂಧ ಬಹಿರಂಗ, ಅವನು ಎಂಬ ಮಹಿಳೆಯನ್ನು ತಾತ್ಕಾಲ ಮಹಿಲಯ ವಿವಾದದ ಕೊಲೆ ಮಾಡಿದ್ದಾರೆ ಎಂದು ಆರೋಪಿಸಲಾಗಿದೆ. bbox=[34, 403, 286, 424]
